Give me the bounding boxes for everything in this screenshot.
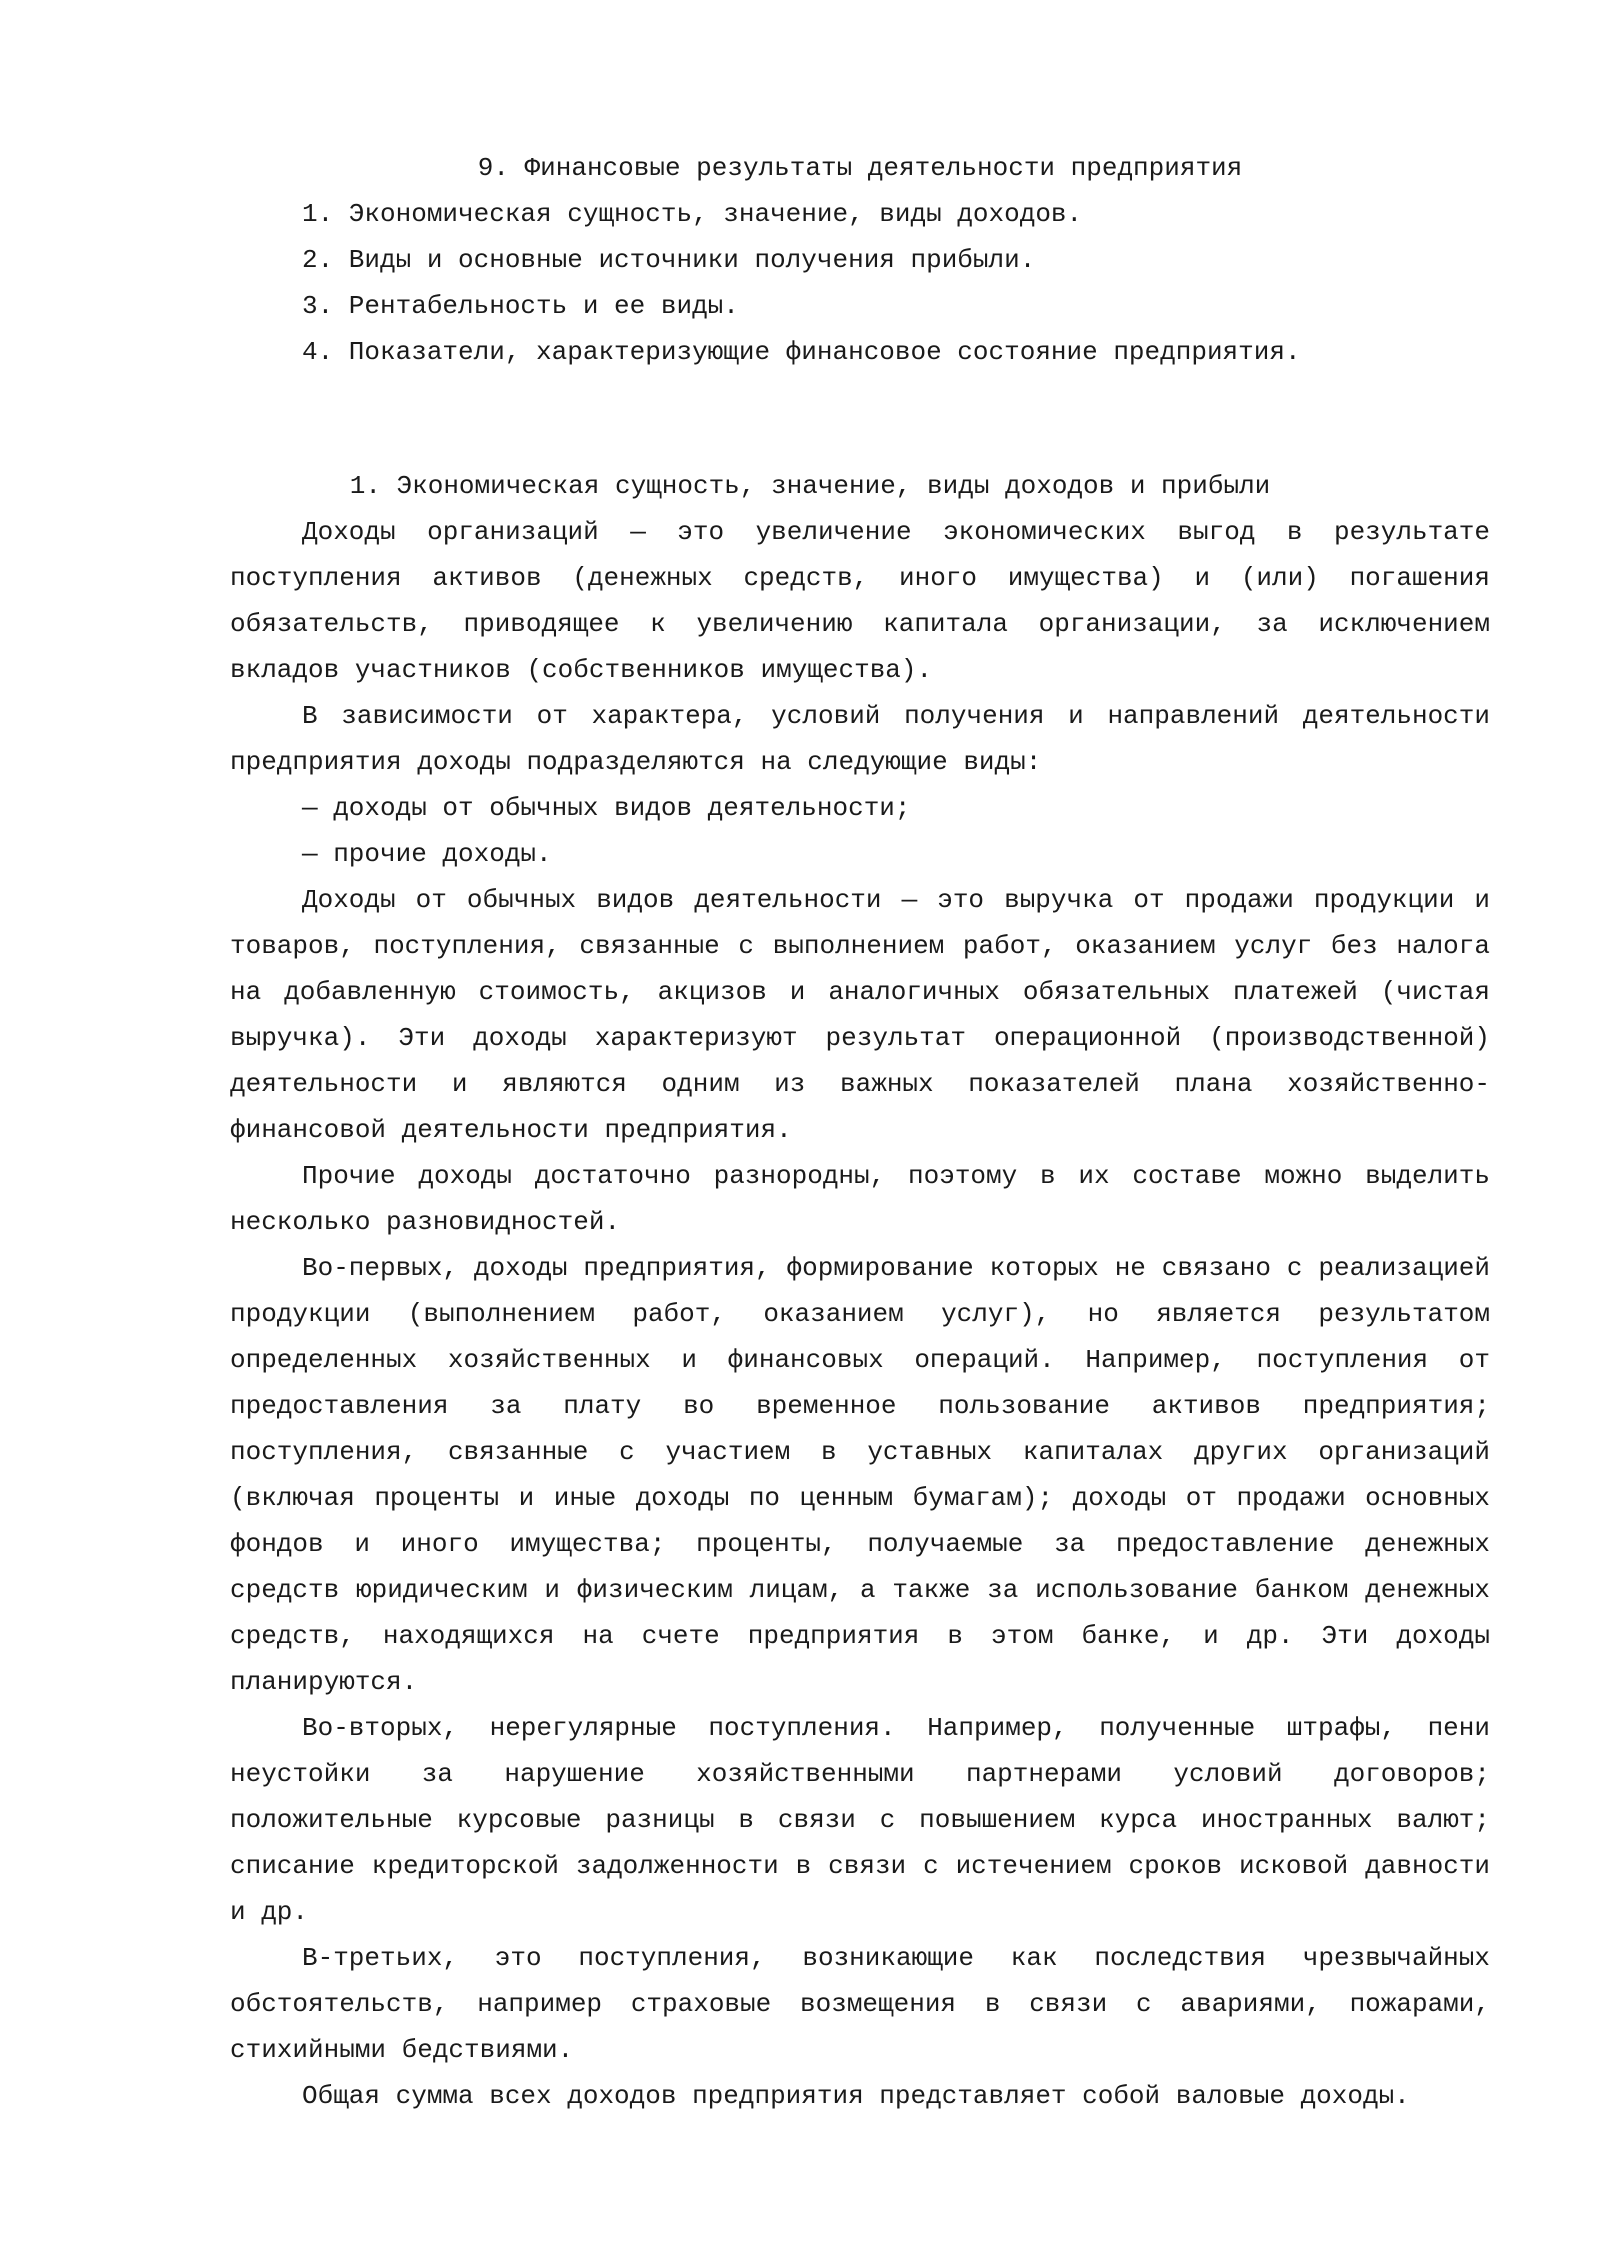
- paragraph: В-третьих, это поступления, возникающие как последствия чрезвычайных обстоятельств, например страховые возмещения в связи с авариями, пожарами, стихийными бедствиями.: [230, 1943, 1490, 2065]
- paragraph: Общая сумма всех доходов предприятия представляет собой валовые доходы.: [302, 2081, 1410, 2111]
- toc-item: 3. Рентабельность и ее виды.: [302, 291, 739, 321]
- paragraph: В зависимости от характера, условий получения и направлений деятельности предприятия доходы подразделяются на следующие виды:: [230, 701, 1490, 777]
- paragraph: Во-первых, доходы предприятия, формирование которых не связано с реализацией продукции (выполнением работ, оказанием услуг), но является результатом определенных хозяйственных и финансовых операций. Например, поступления от предоставления за плату во временное пользование активов предприятия; поступления, связанные с участием в уставных капиталах других организаций (включая проценты и иные доходы по ценным бумагам); доходы от продажи основных фондов и иного имущества; проценты, получаемые за предоставление денежных средств юридическим и физическим лицам, а также за использование банком денежных средств, находящихся на счете предприятия в этом банке, и др. Эти доходы планируются.: [230, 1253, 1490, 1697]
- toc-item: 1. Экономическая сущность, значение, виды доходов.: [302, 199, 1083, 229]
- list-item: — прочие доходы.: [302, 839, 552, 869]
- document-title: 9. Финансовые результаты деятельности предприятия: [477, 153, 1243, 183]
- paragraph: Во-вторых, нерегулярные поступления. Например, полученные штрафы, пени неустойки за нарушение хозяйственными партнерами условий договоров; положительные курсовые разницы в связи с повышением курса иностранных валют; списание кредиторской задолженности в связи с истечением сроков исковой давности и др.: [230, 1713, 1490, 1927]
- toc-item: 2. Виды и основные источники получения прибыли.: [302, 245, 1036, 275]
- toc-item: 4. Показатели, характеризующие финансовое состояние предприятия.: [302, 337, 1301, 367]
- section-title: 1. Экономическая сущность, значение, виды доходов и прибыли: [349, 471, 1271, 501]
- paragraph: Прочие доходы достаточно разнородны, поэтому в их составе можно выделить несколько разновидностей.: [230, 1161, 1490, 1237]
- document-page: [230, 145, 1490, 2119]
- table-of-contents: [230, 191, 1490, 375]
- list-item: — доходы от обычных видов деятельности;: [302, 793, 911, 823]
- paragraph: Доходы организаций — это увеличение экономических выгод в результате поступления активов (денежных средств, иного имущества) и (или) погашения обязательств, приводящее к увеличению капитала организации, за исключением вкладов участников (собственников имущества).: [230, 517, 1490, 685]
- paragraph: Доходы от обычных видов деятельности — это выручка от продажи продукции и товаров, поступления, связанные с выполнением работ, оказанием услуг без налога на добавленную стоимость, акцизов и аналогичных обязательных платежей (чистая выручка). Эти доходы характеризуют результат операционной (производственной) деятельности и являются одним из важных показателей плана хозяйственно-финансовой деятельности предприятия.: [230, 885, 1490, 1145]
